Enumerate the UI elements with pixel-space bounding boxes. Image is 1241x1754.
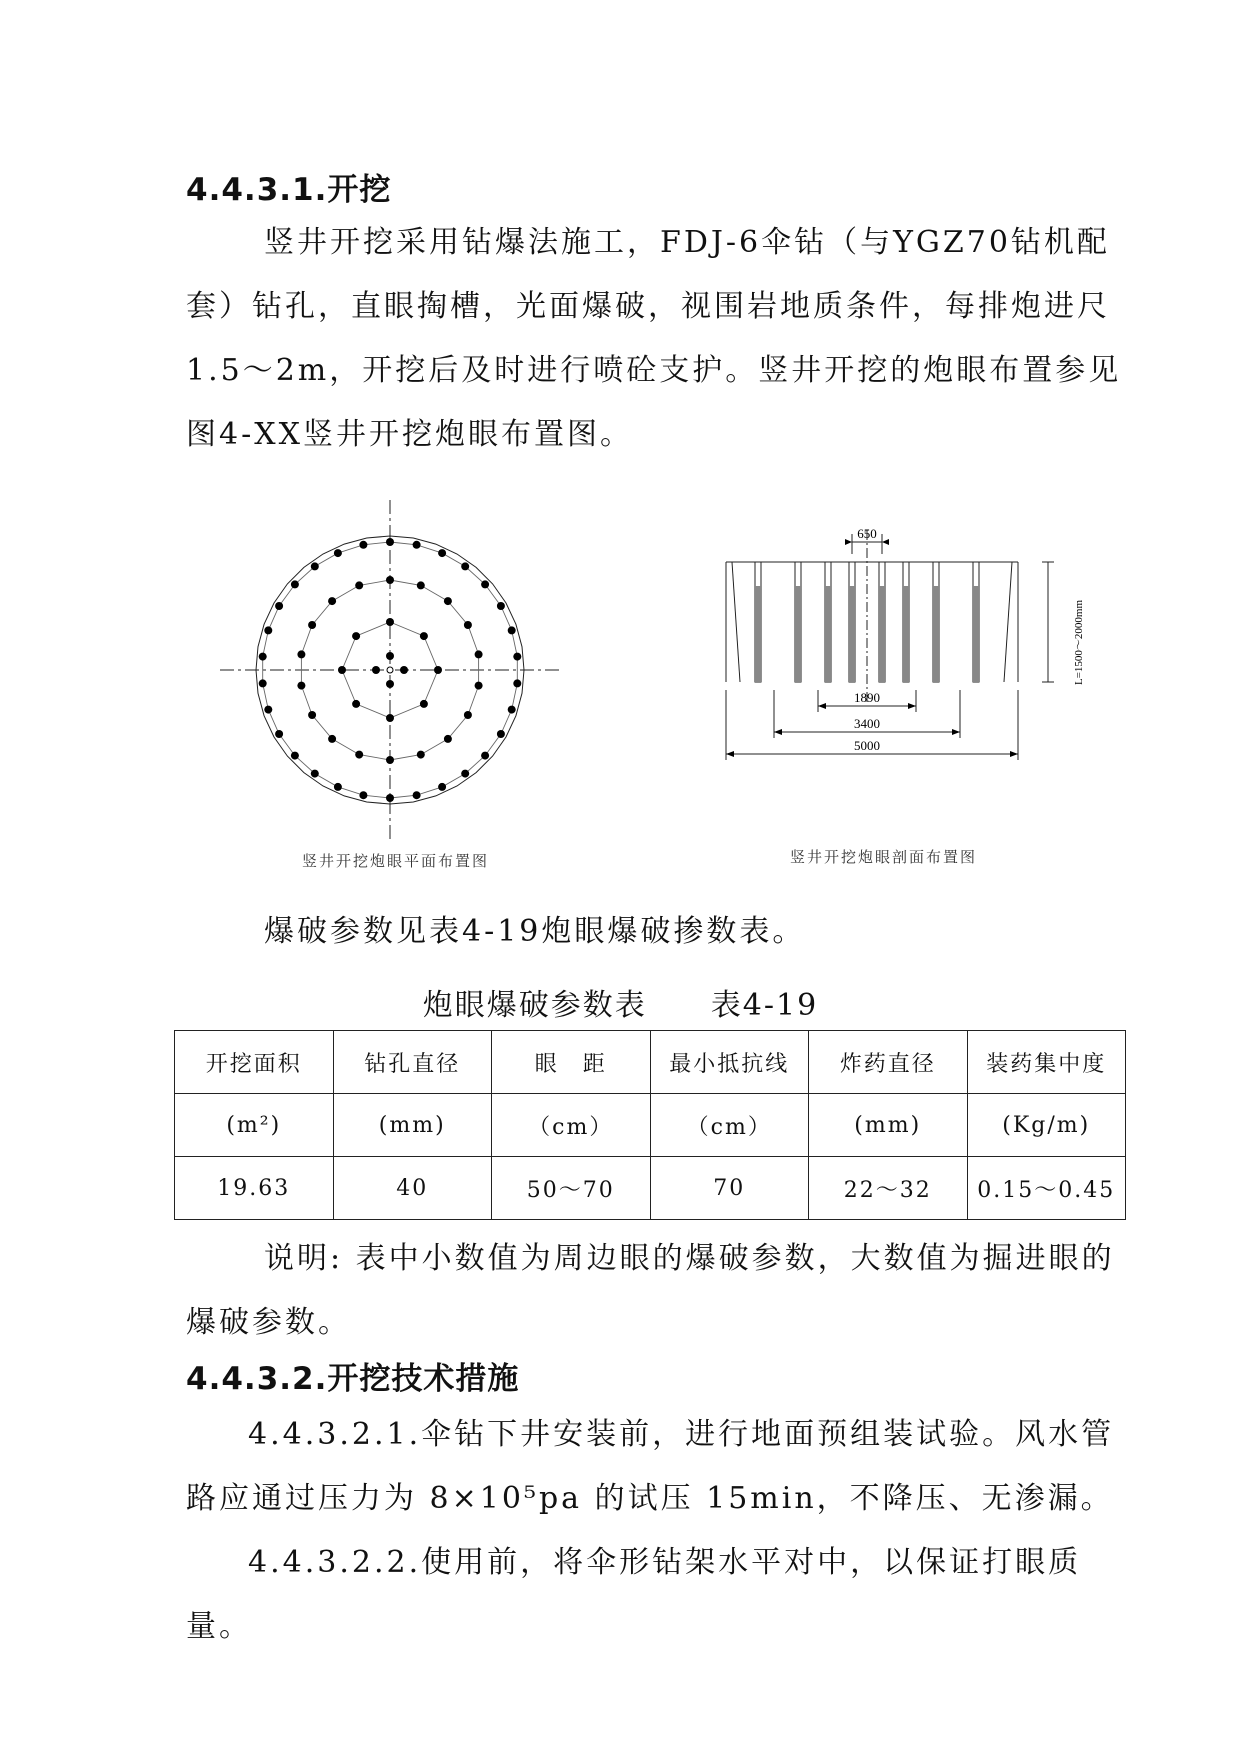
blasthole-dot <box>359 541 367 549</box>
blasthole-dot <box>372 666 380 674</box>
blasthole-dot <box>464 621 472 629</box>
blasthole-dot <box>461 562 469 570</box>
blasthole-dot <box>497 730 505 738</box>
blasthole-dot <box>355 581 363 589</box>
table-unit-row <box>175 1094 1126 1157</box>
blasthole-dot <box>513 679 521 687</box>
explosive-charge <box>849 586 855 682</box>
blasthole-dot <box>355 751 363 759</box>
blast-parameter-table <box>174 1030 1126 1220</box>
blasthole-dot <box>352 632 360 640</box>
blasthole-dot <box>444 597 452 605</box>
blasthole-dot <box>513 653 521 661</box>
blasthole-dot <box>386 618 394 626</box>
table-value-cell: 19.63 <box>175 1157 334 1220</box>
table-header-cell: 眼 距 <box>492 1031 651 1094</box>
blasthole-dot <box>475 682 483 690</box>
blasthole-dot <box>259 653 267 661</box>
table-unit-cell: （cm） <box>650 1094 809 1157</box>
blasthole-dot <box>386 794 394 802</box>
explosive-charge <box>903 586 909 682</box>
blasthole-dot <box>438 549 446 557</box>
table-value-cell: 40 <box>333 1157 492 1220</box>
dim-650-label: 650 <box>857 526 877 541</box>
table-value-cell: 22～32 <box>809 1157 968 1220</box>
blasthole-dot <box>334 549 342 557</box>
blasthole-dot <box>464 711 472 719</box>
explosive-charge <box>973 586 979 682</box>
blasthole-dot <box>359 791 367 799</box>
blasthole-dot <box>297 682 305 690</box>
blasthole-dot <box>481 752 489 760</box>
blasthole-dot <box>338 666 346 674</box>
table-unit-cell: （cm） <box>492 1094 651 1157</box>
blasthole-dot <box>481 580 489 588</box>
blasthole-dot <box>311 562 319 570</box>
table-unit-cell: (m²) <box>175 1094 334 1157</box>
explosive-charge <box>879 586 885 682</box>
blasthole-dot <box>420 700 428 708</box>
center-hole <box>387 667 393 673</box>
table-value-cell: 0.15～0.45 <box>967 1157 1126 1220</box>
dim-3400-label: 3400 <box>854 716 880 731</box>
table-unit-cell: (mm) <box>333 1094 492 1157</box>
blast-parameter-reference: 爆破参数见表4-19炮眼爆破掺数表。 <box>264 914 806 949</box>
table-value-cell: 70 <box>650 1157 809 1220</box>
blasthole-dot <box>352 700 360 708</box>
dim-5000-label: 5000 <box>854 738 880 753</box>
blasthole-dot <box>417 751 425 759</box>
dim-depth-label: L=1500～2000mm <box>1073 599 1085 685</box>
blasthole-dot <box>311 770 319 778</box>
blasthole-dot <box>438 783 446 791</box>
blasthole-dot <box>386 714 394 722</box>
excavation-paragraph: 竖井开挖采用钻爆法施工，FDJ-6伞钻（与YGZ70钻机配套）钻孔，直眼掏槽，光面爆破，视围岩地质条件，每排炮进尺1.5～2m，开挖后及时进行喷砼支护。竖井开挖的炮眼布置参见图4-XX竖井开挖炮眼布置图。 <box>186 225 1122 452</box>
table-header-cell: 炸药直径 <box>809 1031 968 1094</box>
blasthole-plan-diagram <box>220 500 560 840</box>
blasthole-dot <box>308 711 316 719</box>
table-note: 说明: 表中小数值为周边眼的爆破参数，大数值为掘进眼的爆破参数。 <box>186 1241 1115 1340</box>
table-header-cell: 钻孔直径 <box>333 1031 492 1094</box>
blasthole-dot <box>386 680 394 688</box>
blasthole-dot <box>461 770 469 778</box>
blasthole-dot <box>413 791 421 799</box>
section-heading-excavation: 4.4.3.1.开挖 <box>186 172 392 208</box>
section-heading-technical-measures: 4.4.3.2.开挖技术措施 <box>186 1361 520 1397</box>
blasthole-dot <box>417 581 425 589</box>
table-value-cell: 50～70 <box>492 1157 651 1220</box>
blasthole-dot <box>308 621 316 629</box>
blasthole-dot <box>264 626 272 634</box>
blasthole-dot <box>475 650 483 658</box>
blasthole-dot <box>259 679 267 687</box>
blasthole-dot <box>386 576 394 584</box>
explosive-charge <box>755 586 761 682</box>
measure-item-2: 4.4.3.2.2.使用前，将伞形钻架水平对中，以保证打眼质量。 <box>186 1545 1082 1644</box>
table-value-row <box>175 1157 1126 1220</box>
blasthole-dot <box>275 602 283 610</box>
table-title: 炮眼爆破参数表 表4-19 <box>422 988 819 1023</box>
blasthole-dot <box>386 756 394 764</box>
blasthole-dot <box>328 735 336 743</box>
blasthole-dot <box>497 602 505 610</box>
blasthole-dot <box>508 626 516 634</box>
dim-1890-label: 1890 <box>854 690 880 705</box>
measure-item-1: 4.4.3.2.1.伞钻下井安装前，进行地面预组装试验。风水管路应通过压力为 8×10⁵pa 的试压 15min，不降压、无渗漏。 <box>186 1417 1115 1516</box>
blasthole-dot <box>291 752 299 760</box>
blasthole-dot <box>275 730 283 738</box>
table-header-cell: 最小抵抗线 <box>650 1031 809 1094</box>
section-caption: 竖井开挖炮眼剖面布置图 <box>790 848 978 866</box>
table-header-row <box>175 1031 1126 1094</box>
blasthole-dot <box>291 580 299 588</box>
blasthole-dot <box>334 783 342 791</box>
blasthole-dot <box>444 735 452 743</box>
blasthole-dot <box>420 632 428 640</box>
table-unit-cell: (Kg/m) <box>967 1094 1126 1157</box>
blasthole-dot <box>386 652 394 660</box>
blasthole-dot <box>413 541 421 549</box>
blasthole-dot <box>264 706 272 714</box>
table-unit-cell: (mm) <box>809 1094 968 1157</box>
blasthole-dot <box>328 597 336 605</box>
blasthole-section-diagram <box>710 520 1100 780</box>
explosive-charge <box>825 586 831 682</box>
blasthole-dot <box>508 706 516 714</box>
table-header-cell: 装药集中度 <box>967 1031 1126 1094</box>
blasthole-dot <box>386 538 394 546</box>
explosive-charge <box>795 586 801 682</box>
blasthole-dot <box>400 666 408 674</box>
plan-caption: 竖井开挖炮眼平面布置图 <box>302 852 490 870</box>
explosive-charge <box>933 586 939 682</box>
table-header-cell: 开挖面积 <box>175 1031 334 1094</box>
blasthole-dot <box>434 666 442 674</box>
blasthole-dot <box>297 650 305 658</box>
